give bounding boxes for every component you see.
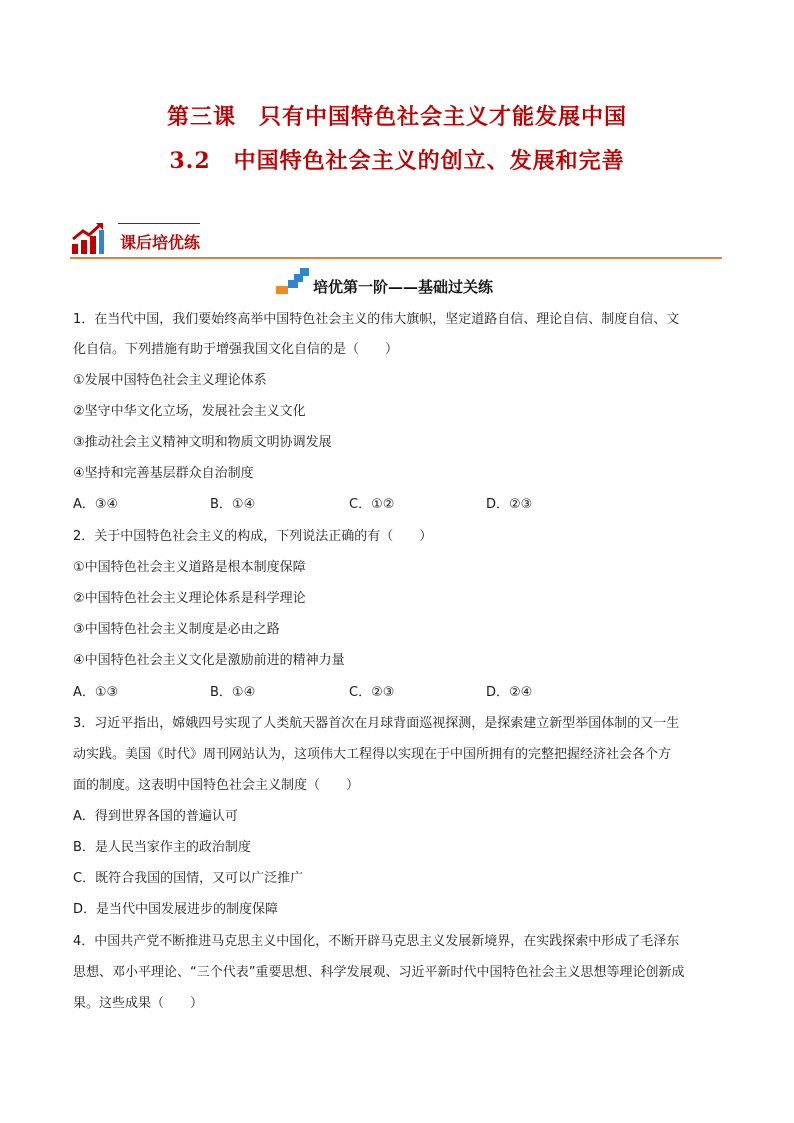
question-2-line-1: 2．关于中国特色社会主义的构成，下列说法正确的有（ ） <box>73 529 433 544</box>
section-subtitle: 3.2 中国特色社会主义的创立、发展和完善 <box>169 148 625 174</box>
statement-1: ①发展中国特色社会主义理论体系 <box>73 373 267 388</box>
statement-1: ①中国特色社会主义道路是根本制度保障 <box>73 560 306 575</box>
choice-b[interactable]: B．①④ <box>210 685 256 700</box>
answer-choices <box>73 683 633 703</box>
choice-a[interactable]: A．①③ <box>73 685 119 700</box>
choice-a[interactable]: A．③④ <box>73 497 119 512</box>
choice-c[interactable]: C．①② <box>349 497 395 512</box>
option-d[interactable]: D．是当代中国发展进步的制度保障 <box>73 902 279 917</box>
option-b[interactable]: B．是人民当家作主的政治制度 <box>73 840 251 855</box>
stage-header <box>0 268 794 302</box>
bar-chart-arrow-icon <box>70 220 106 256</box>
section-decor-line <box>118 223 200 224</box>
statement-3: ③中国特色社会主义制度是必由之路 <box>73 622 280 637</box>
answer-choices <box>73 495 633 515</box>
choice-b[interactable]: B．①④ <box>210 497 256 512</box>
question-3-line-2: 动实践。美国《时代》周刊网站认为，这项伟大工程得以实现在于中国所拥有的完整把握经济社会各个方 <box>73 747 672 762</box>
question-3-line-1: 3．习近平指出，嫦娥四号实现了人类航天器首次在月球背面巡视探测，是探索建立新型举国体制的又一生 <box>73 716 680 731</box>
statement-4: ④中国特色社会主义文化是激励前进的精神力量 <box>73 653 345 668</box>
question-4-line-1: 4．中国共产党不断推进马克思主义中国化，不断开辟马克思主义发展新境界，在实践探索中形成了毛泽东 <box>73 934 680 949</box>
statement-2: ②中国特色社会主义理论体系是科学理论 <box>73 591 306 606</box>
statement-2: ②坚守中华文化立场，发展社会主义文化 <box>73 404 306 419</box>
choice-d[interactable]: D．②③ <box>486 497 533 512</box>
question-4-line-3: 果。这些成果（ ） <box>73 996 204 1011</box>
option-a[interactable]: A．得到世界各国的普遍认可 <box>73 809 238 824</box>
section-label: 课后培优练 <box>120 233 201 252</box>
statement-3: ③推动社会主义精神文明和物质文明协调发展 <box>73 435 332 450</box>
choice-c[interactable]: C．②③ <box>349 685 395 700</box>
option-c[interactable]: C．既符合我国的国情，又可以广泛推广 <box>73 871 304 886</box>
question-3-line-3: 面的制度。这表明中国特色社会主义制度（ ） <box>73 778 360 793</box>
question-1-line-1: 1．在当代中国，我们要始终高举中国特色社会主义的伟大旗帜，坚定道路自信、理论自信、制度自信、文 <box>73 312 680 327</box>
stage-label: 培优第一阶——基础过关练 <box>313 278 494 296</box>
stairs-icon <box>276 268 310 296</box>
lesson-title: 第三课 只有中国特色社会主义才能发展中国 <box>166 104 627 130</box>
question-4-line-2: 思想、邓小平理论、“三个代表”重要思想、科学发展观、习近平新时代中国特色社会主义思想等理论创新成 <box>73 965 685 980</box>
section-header <box>70 218 722 260</box>
choice-d[interactable]: D．②④ <box>486 685 533 700</box>
statement-4: ④坚持和完善基层群众自治制度 <box>73 466 254 481</box>
question-1-line-2: 化自信。下列措施有助于增强我国文化自信的是（ ） <box>73 342 399 357</box>
section-divider <box>70 257 722 259</box>
